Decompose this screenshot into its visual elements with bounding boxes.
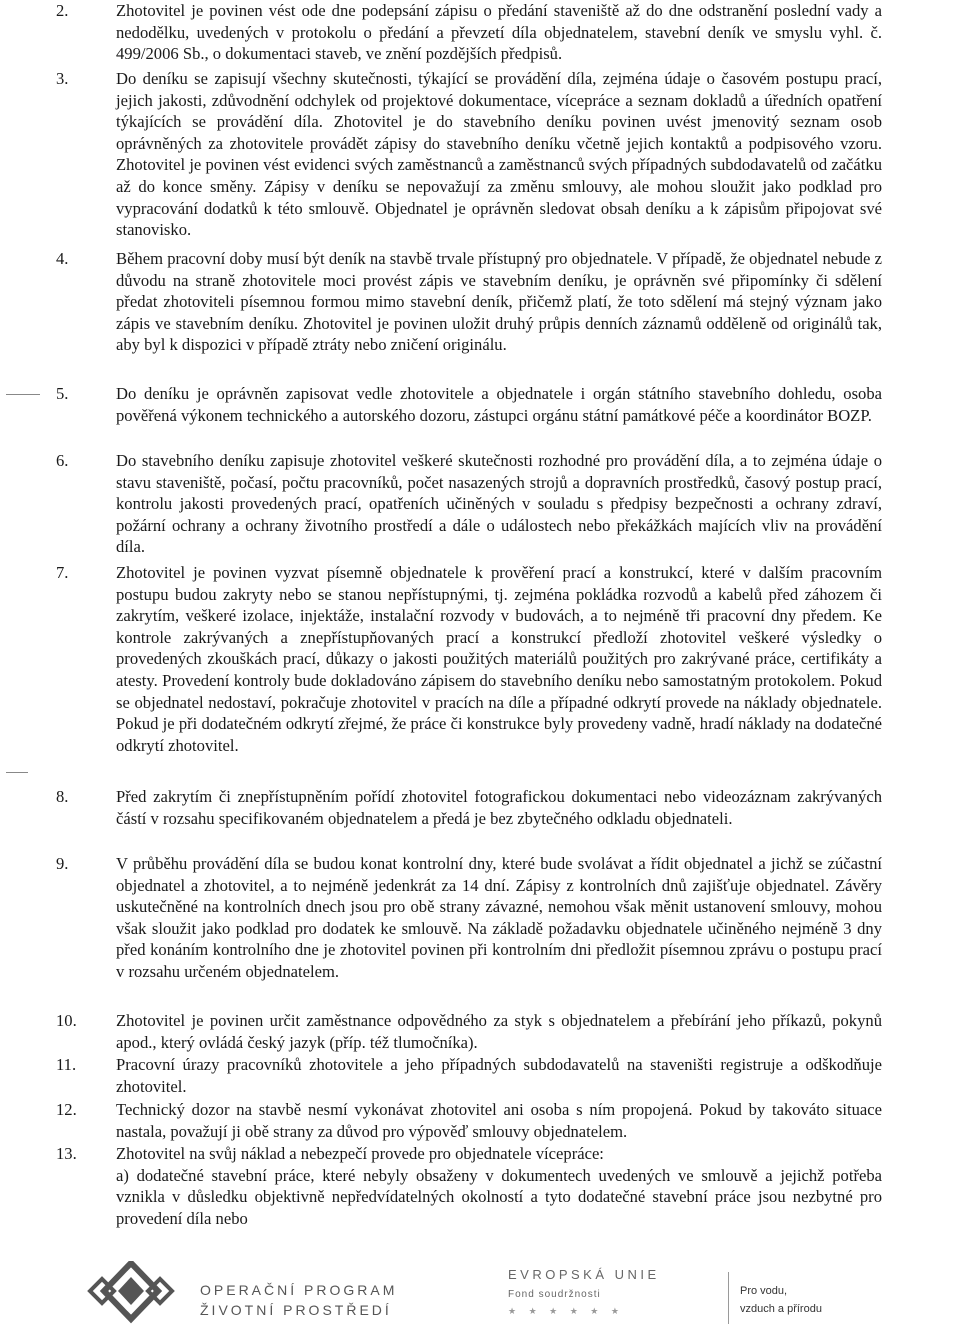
clause-text: Do deníku je oprávněn zapisovat vedle zhotovitele a objednatele i orgán státního stavebního dohledu, osoba pověřená výkonem technického a autorského dozoru, zástupci orgánu státní památkové péče a koordinátor BOZP. xyxy=(116,384,882,425)
clause-text: Technický dozor na stavbě nesmí vykonávat zhotovitel ani osoba s ním propojená. Pokud by takováto situace nastala, považují ji obě strany za důvod pro výpověď smlouvy objednatelem. xyxy=(116,1100,882,1141)
clause-text: Zhotovitel na svůj náklad a nebezpečí provede pro objednatele vícepráce: xyxy=(116,1144,604,1163)
clause-6 xyxy=(0,450,960,558)
slogan-line-1: Pro vodu, xyxy=(740,1285,788,1297)
footer-logos xyxy=(0,1248,960,1327)
margin-pen-mark xyxy=(6,394,40,395)
clause-number: 11. xyxy=(56,1055,77,1074)
clause-number: 12. xyxy=(56,1100,77,1119)
eu-title: EVROPSKÁ UNIE xyxy=(508,1267,660,1282)
slogan-line-2: vzduch a přírodu xyxy=(740,1303,822,1315)
clause-5 xyxy=(0,383,960,426)
clause-text: V průběhu provádění díla se budou konat kontrolní dny, které bude svolávat a řídit objednatel a jichž se zúčastní objednatel a zhotovitel, a to nejméně jedenkrát za 14 dní. Zápisy z kontrolních dnů zajišťuje objednatel. Závěry uskutečněné na kontrolních dnech jsou pro obě strany závazné, nemohou však měnit ustanovení smlouvy, mohou však sloužit jako podklad pro dodatek ke smlouvě. Na základě požadavku objednatele učiněného nejméně 3 dny před konáním kontrolního dne je zhotovitel povinen při kontrolním dni předložit písemnou zprávu o postupu prací v rozsahu určeném objednatelem. xyxy=(116,854,882,981)
program-name xyxy=(200,1280,397,1320)
eu-subtitle: Fond soudržnosti xyxy=(508,1289,601,1300)
clause-7 xyxy=(0,562,960,756)
clause-text: Do deníku se zapisují všechny skutečnosti, týkající se provádění díla, zejména údaje o časovém postupu prací, jejich jakosti, zdůvodnění odchylek od projektové dokumentace, vícepráce a seznam dokladů a úředních opatření týkajících se provádění díla. Zhotovitel je do stavebního deníku povinen uvést jmenovitý seznam osob oprávněných za zhotovitele provádět zápisy do stavebního deníku včetně jejich kontaktů a podpisového vzoru. Zhotovitel je povinen vést evidenci svých zaměstnanců a zaměstnanců svých případných subdodavatelů od začátku až do konce směny. Zápisy v deníku se nepovažují za změnu smlouvy, ale mohou sloužit jako podklad pro vypracování dodatků k této smlouvě. Objednatel je oprávněn sledovat obsah deníku a k zápisům připojovat své stanovisko. xyxy=(116,69,882,240)
clause-number: 8. xyxy=(56,787,69,806)
margin-pen-mark xyxy=(6,772,28,773)
program-line-1: OPERAČNÍ PROGRAM xyxy=(200,1282,398,1298)
clause-text: Zhotovitel je povinen vést ode dne podepsání zápisu o předání staveniště až do dne odstranění poslední vady a nedodělku, uvedených v protokolu o předání a převzetí díla objednatelem, stavební deník ve smyslu vyhl. č. 499/2006 Sb., o dokumentaci staveb, ve znění pozdějších předpisů. xyxy=(116,1,882,64)
clause-2 xyxy=(0,0,960,65)
clause-11 xyxy=(0,1054,960,1097)
clause-subitem-a: a) dodatečné stavební práce, které nebyly obsaženy v dokumentech uvedených ve smlouvě a jejichž potřeba vznikla v důsledku objektivně nepředvídatelných okolností a tyto dodatečné stavební práce jsou nezbytné pro provedení díla nebo xyxy=(116,1165,882,1228)
footer-divider xyxy=(728,1272,729,1324)
clause-text: Během pracovní doby musí být deník na stavbě trvale přístupný pro objednatele. V případě, že objednatel nebude z důvodu na straně zhotovitele moci provést zápis ve stavebním deníku, je oprávněn své připomínky či sdělení předat zhotoviteli písemnou formou mimo stavební deník, přičemž platí, že toto sdělení má stejný význam jako zápis ve stavebním deníku. Zhotovitel je povinen uložit druhý průpis denních záznamů odděleně od originálů tak, aby byl k dispozici v případě ztráty nebo zničení originálu. xyxy=(116,249,882,355)
clause-4 xyxy=(0,248,960,356)
eu-logo xyxy=(508,1266,660,1317)
clause-text: Před zakrytím či znepřístupněním pořídí zhotovitel fotografickou dokumentaci nebo videozáznam zakrývaných částí v rozsahu specifikovaném objednatelem a předá je bez zbytečného odkladu objednateli. xyxy=(116,787,882,828)
clause-text: Pracovní úrazy pracovníků zhotovitele a jeho případných subdodavatelů na staveništi registruje a odškodňuje zhotovitel. xyxy=(116,1055,882,1096)
clause-number: 7. xyxy=(56,563,69,582)
clause-9 xyxy=(0,853,960,983)
clause-number: 3. xyxy=(56,69,69,88)
clause-10 xyxy=(0,1010,960,1053)
clause-8 xyxy=(0,786,960,829)
op-zp-logo-icon xyxy=(84,1261,178,1325)
clause-number: 5. xyxy=(56,384,69,403)
clause-3 xyxy=(0,68,960,241)
clause-number: 9. xyxy=(56,854,69,873)
program-line-2: ŽIVOTNÍ PROSTŘEDÍ xyxy=(200,1302,392,1318)
clause-text: Zhotovitel je povinen vyzvat písemně objednatele k prověření prací a konstrukcí, které v dalším pracovním postupu budou zakryty nebo se stanou nepřístupnými, tj. zejména pokládka rozvodů a kabelů před záhozem či zakrytím, veškeré izolace, injektáže, instalační rozvody v budovách, a to nejméně tři pracovní dny předem. Ke kontrole zakrývaných a znepřístupňovaných prací a konstrukcí předloží zhotovitel veškeré výsledky o provedených zkouškách prací, důkazy o jakosti použitých materiálů použitých pro zakrývané práce, certifikáty a atesty. Provedení kontroly bude dokladováno zápisem do stavebního deníku nebo samostatným protokolem. Pokud se objednatel nedostaví, pokračuje zhotovitel v pracích na díle a případné odkrytí provede na náklady objednatele. Pokud je při dodatečném odkrytí zřejmé, že práce či konstrukce byly provedeny vadně, hradí náklady na dodatečné odkrytí zhotovitel. xyxy=(116,563,882,755)
clause-number: 13. xyxy=(56,1144,77,1163)
clause-text: Zhotovitel je povinen určit zaměstnance odpovědného za styk s objednatelem a přebírání jeho příkazů, pokynů apod., který ovládá český jazyk (příp. též tlumočníka). xyxy=(116,1011,882,1052)
clause-text: Do stavebního deníku zapisuje zhotovitel veškeré skutečnosti rozhodné pro provádění díla, a to zejména údaje o stavu staveniště, počasí, počtu pracovníků, počet nasazených strojů a dopravních prostředků, časový postup prací, kontrolu jakosti provedených prací, opatřeních učiněných v souladu s předpisy bezpečnosti a ochrany zdraví, požární ochrany a ochrany životního prostředí a dále o událostech nebo překážkách majících vliv na provádění díla. xyxy=(116,451,882,557)
clause-number: 2. xyxy=(56,1,69,20)
clause-13 xyxy=(0,1143,960,1229)
clause-12 xyxy=(0,1099,960,1142)
clause-number: 4. xyxy=(56,249,69,268)
slogan xyxy=(740,1282,822,1318)
eu-stars-icon: ★ ★ ★ ★ ★ ★ xyxy=(508,1306,624,1316)
clause-number: 6. xyxy=(56,451,69,470)
clause-number: 10. xyxy=(56,1011,77,1030)
